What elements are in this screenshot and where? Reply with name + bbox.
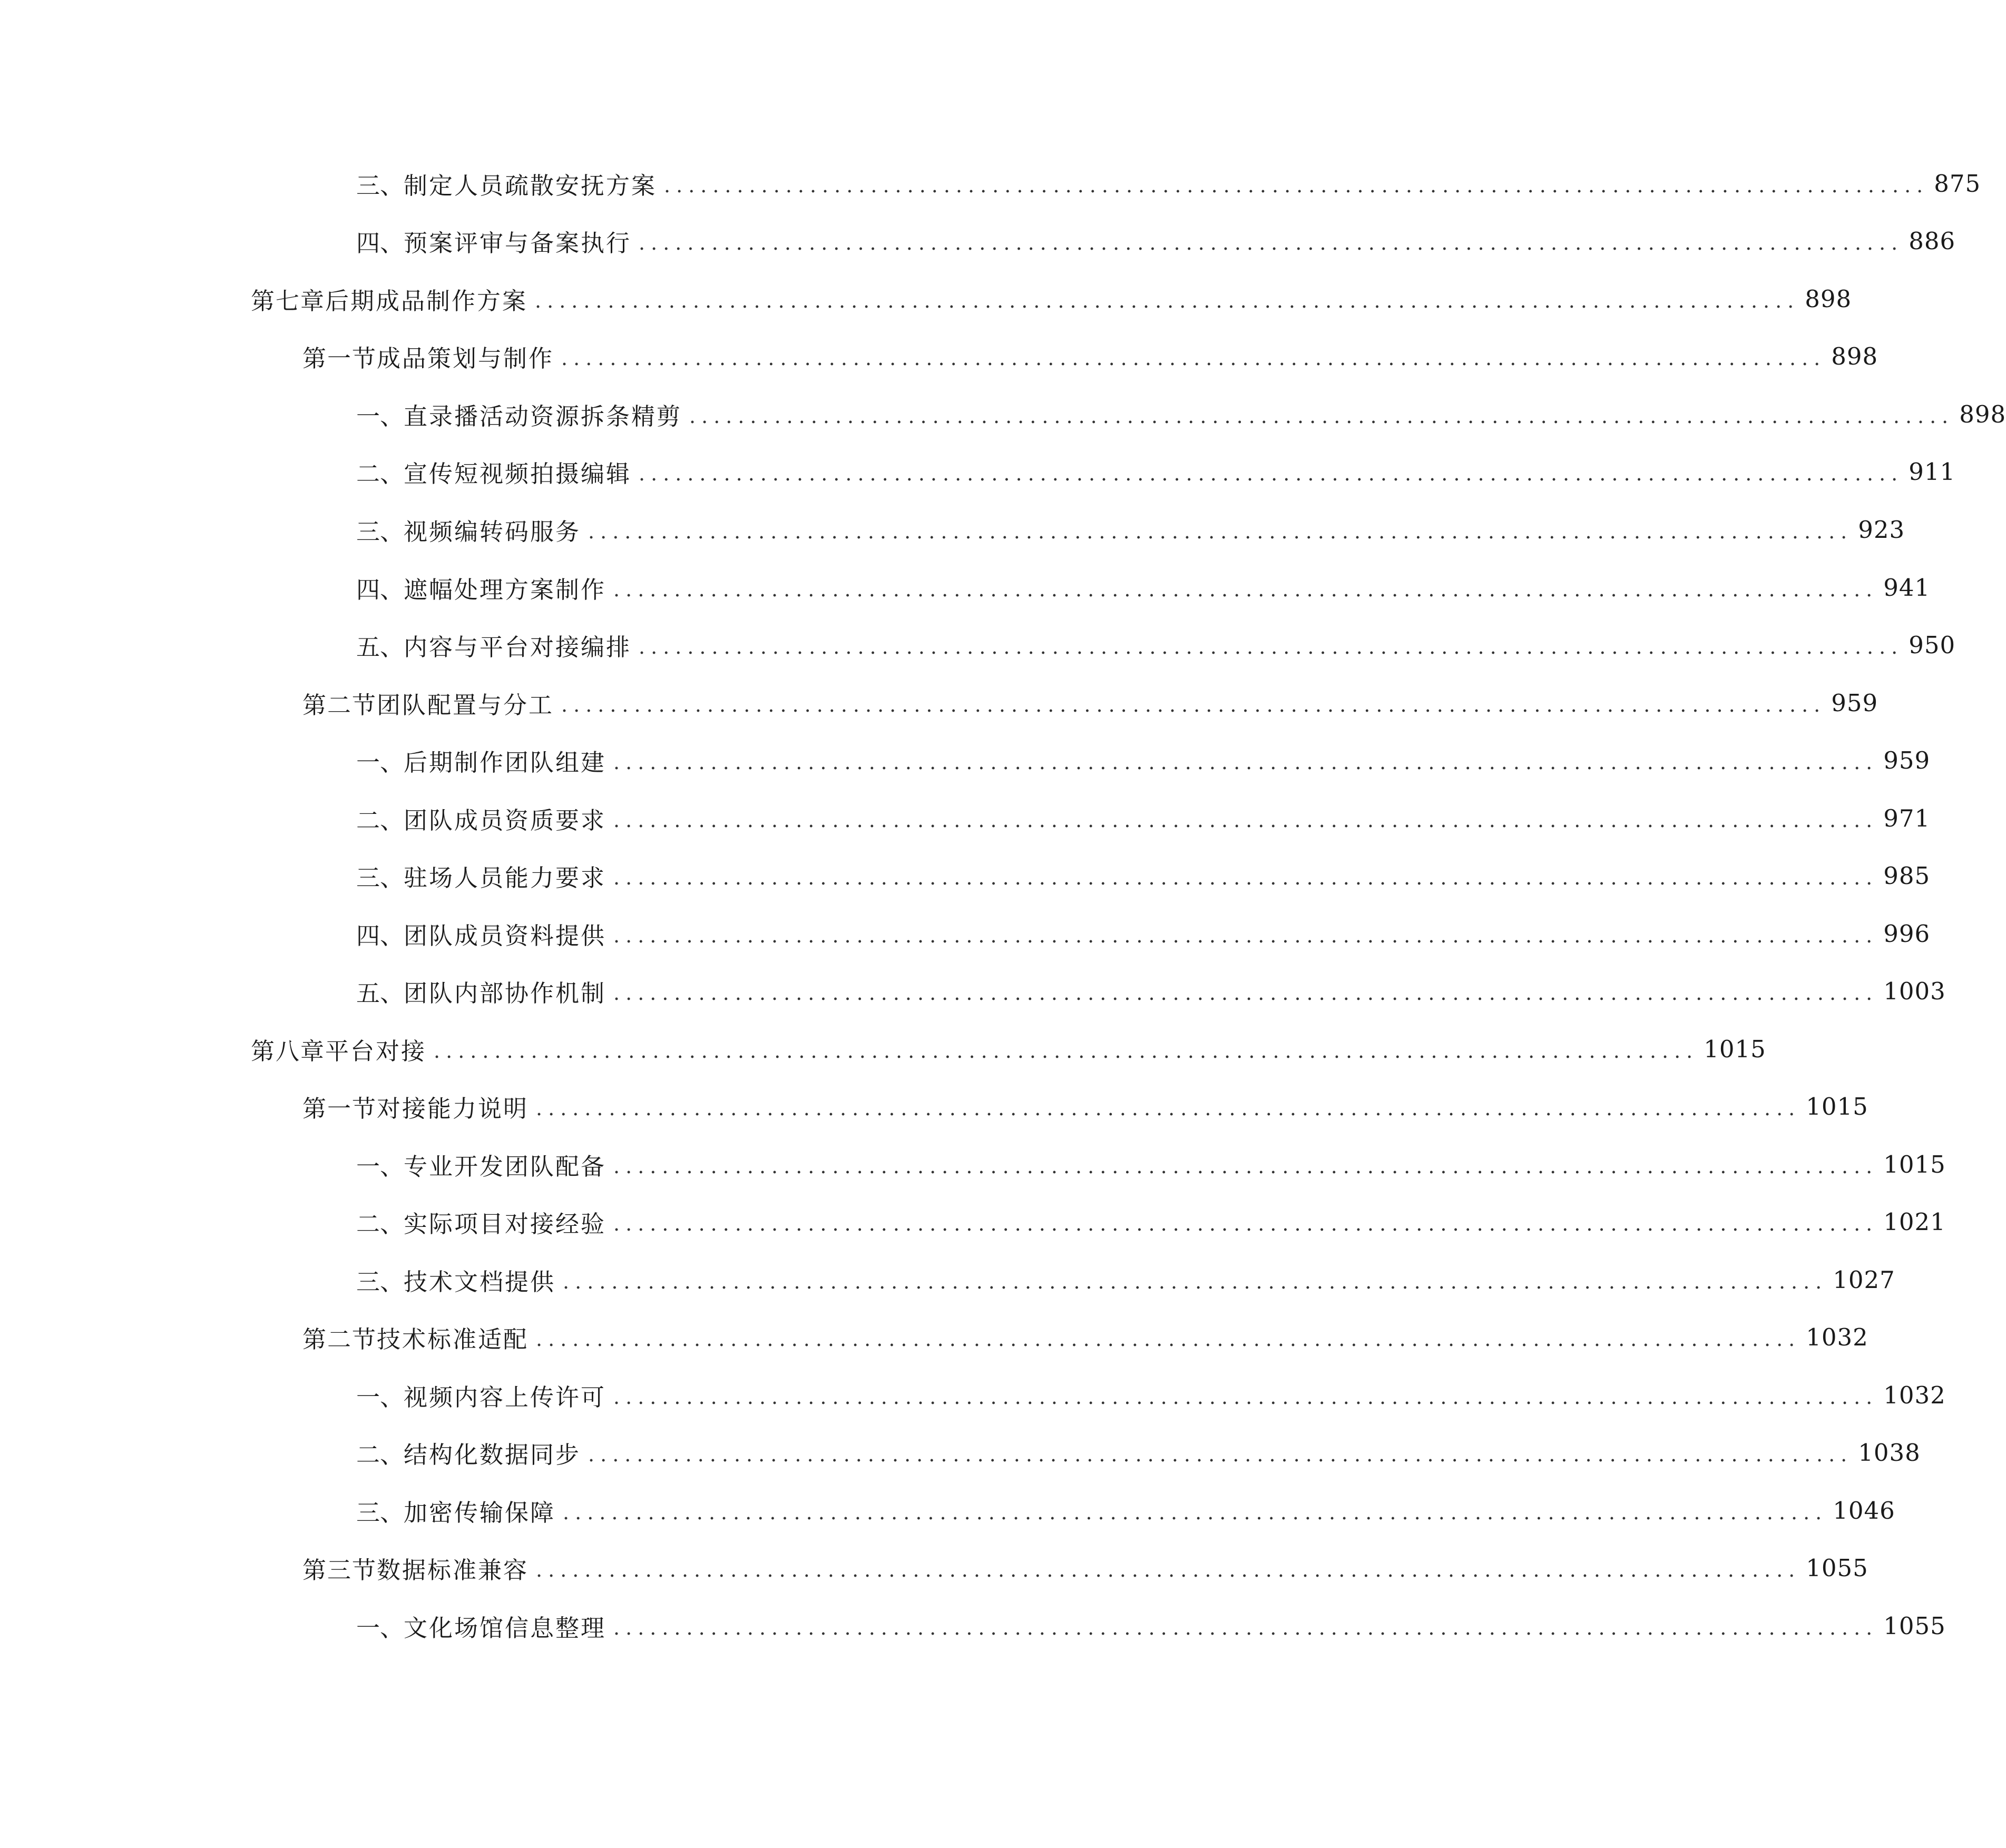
dot-leader: ........................................................................................................ <box>613 578 1878 601</box>
dot-leader: ........................................................................................................ <box>563 1501 1828 1524</box>
dot-leader: ........................................................................................................ <box>535 289 1800 312</box>
dot-leader: ........................................................................................................ <box>563 1270 1828 1293</box>
entry-number: 第一节 <box>302 344 377 372</box>
entry-title: 制定人员疏散安抚方案 <box>404 171 657 200</box>
toc-entry[interactable] <box>0 569 1931 606</box>
page-number: 941 <box>1883 573 1931 602</box>
toc-entry[interactable] <box>0 280 1852 317</box>
page-number: 1015 <box>1806 1092 1868 1120</box>
entry-number: 第七章 <box>251 287 326 315</box>
toc-entry[interactable] <box>0 511 1905 548</box>
dot-leader: ........................................................................................................ <box>639 231 1904 254</box>
toc-entry[interactable] <box>0 800 1931 837</box>
entry-number: 二、 <box>356 1210 404 1238</box>
toc-entry[interactable] <box>0 1088 1868 1125</box>
toc-entry[interactable] <box>0 1607 1946 1644</box>
toc-entry[interactable] <box>0 1549 1868 1586</box>
dot-leader: ........................................................................................................ <box>689 405 1954 428</box>
dot-leader: ........................................................................................................ <box>613 1616 1878 1639</box>
page-number: 1027 <box>1833 1265 1895 1294</box>
page-number: 959 <box>1831 689 1878 717</box>
entry-title: 预案评审与备案执行 <box>404 229 632 257</box>
entry-number: 一、 <box>356 1383 404 1411</box>
page-number: 875 <box>1934 169 1981 198</box>
dot-leader: ........................................................................................................ <box>613 809 1878 832</box>
entry-title: 视频编转码服务 <box>404 517 581 546</box>
toc-entry[interactable] <box>0 396 2006 432</box>
page-number: 985 <box>1883 861 1931 890</box>
dot-leader: ........................................................................................................ <box>613 866 1878 889</box>
entry-title: 驻场人员能力要求 <box>404 863 606 892</box>
page-number: 898 <box>1805 284 1852 313</box>
page-number: 959 <box>1883 746 1931 774</box>
entry-title: 结构化数据同步 <box>404 1440 581 1469</box>
page-number: 971 <box>1883 804 1931 832</box>
entry-title: 专业开发团队配备 <box>404 1152 606 1181</box>
page-number: 898 <box>1959 400 2006 428</box>
toc-entry[interactable] <box>0 1319 1868 1355</box>
page-number: 1015 <box>1704 1035 1766 1063</box>
entry-title: 团队成员资质要求 <box>404 806 606 834</box>
dot-leader: ........................................................................................................ <box>613 1155 1878 1178</box>
entry-number: 一、 <box>356 1152 404 1181</box>
dot-leader: ........................................................................................................ <box>613 751 1878 774</box>
dot-leader: ........................................................................................................ <box>613 981 1878 1005</box>
dot-leader: ........................................................................................................ <box>664 174 1929 197</box>
entry-number: 第二节 <box>302 1325 377 1353</box>
page-number: 950 <box>1909 631 1956 659</box>
entry-title: 加密传输保障 <box>404 1498 556 1527</box>
dot-leader: ........................................................................................................ <box>536 1328 1801 1351</box>
toc-entry[interactable] <box>0 626 1956 663</box>
entry-number: 二、 <box>356 459 404 488</box>
entry-number: 第八章 <box>251 1037 326 1065</box>
page-number: 1038 <box>1858 1438 1921 1467</box>
entry-number: 二、 <box>356 1440 404 1469</box>
dot-leader: ........................................................................................................ <box>561 347 1826 370</box>
entry-title: 后期成品制作方案 <box>325 287 528 315</box>
page-number: 1055 <box>1883 1611 1946 1640</box>
dot-leader: ........................................................................................................ <box>561 693 1826 716</box>
page-number: 898 <box>1831 342 1878 370</box>
page-number: 1055 <box>1806 1554 1868 1582</box>
entry-number: 三、 <box>356 171 404 200</box>
toc-entry[interactable] <box>0 1261 1895 1298</box>
page-number: 1032 <box>1883 1381 1946 1409</box>
page-number: 886 <box>1909 227 1956 255</box>
entry-title: 数据标准兼容 <box>377 1556 529 1584</box>
page-number: 1032 <box>1806 1323 1868 1351</box>
entry-title: 对接能力说明 <box>377 1094 529 1123</box>
toc-entry[interactable] <box>0 742 1931 779</box>
toc-entry[interactable] <box>0 165 1981 202</box>
dot-leader: ........................................................................................................ <box>588 1443 1853 1466</box>
entry-number: 四、 <box>356 229 404 257</box>
entry-title: 技术标准适配 <box>377 1325 529 1353</box>
entry-title: 宣传短视频拍摄编辑 <box>404 459 632 488</box>
entry-title: 遮幅处理方案制作 <box>404 575 606 604</box>
dot-leader: ........................................................................................................ <box>639 635 1904 658</box>
toc-entry[interactable] <box>0 684 1878 721</box>
toc-entry[interactable] <box>0 1377 1946 1413</box>
dot-leader: ........................................................................................................ <box>639 462 1904 485</box>
entry-number: 一、 <box>356 748 404 776</box>
entry-number: 第三节 <box>302 1556 377 1584</box>
entry-number: 三、 <box>356 1267 404 1296</box>
page-number: 911 <box>1909 457 1956 486</box>
entry-number: 三、 <box>356 863 404 892</box>
entry-number: 一、 <box>356 402 404 430</box>
entry-title: 实际项目对接经验 <box>404 1210 606 1238</box>
toc-entry[interactable] <box>0 972 1946 1009</box>
toc-entry[interactable] <box>0 1146 1946 1183</box>
entry-number: 一、 <box>356 1614 404 1642</box>
dot-leader: ........................................................................................................ <box>613 924 1878 947</box>
entry-title: 成品策划与制作 <box>377 344 554 372</box>
page-number: 996 <box>1883 919 1931 948</box>
toc-entry[interactable] <box>0 222 1956 259</box>
entry-number: 四、 <box>356 575 404 604</box>
entry-title: 技术文档提供 <box>404 1267 556 1296</box>
entry-title: 平台对接 <box>325 1037 427 1065</box>
dot-leader: ........................................................................................................ <box>536 1558 1801 1581</box>
toc-entry[interactable] <box>0 857 1931 894</box>
page-number: 923 <box>1858 515 1905 544</box>
page-number: 1021 <box>1883 1207 1946 1236</box>
entry-title: 团队内部协作机制 <box>404 979 606 1007</box>
entry-title: 文化场馆信息整理 <box>404 1614 606 1642</box>
toc-entry[interactable] <box>0 1492 1895 1529</box>
entry-number: 五、 <box>356 633 404 661</box>
toc-entry[interactable] <box>0 1203 1946 1240</box>
entry-number: 第二节 <box>302 691 377 719</box>
entry-title: 直录播活动资源拆条精剪 <box>404 402 682 430</box>
toc-entry[interactable] <box>0 1030 1766 1067</box>
entry-number: 四、 <box>356 921 404 950</box>
entry-title: 视频内容上传许可 <box>404 1383 606 1411</box>
toc-entry[interactable] <box>0 338 1878 375</box>
toc-entry[interactable] <box>0 453 1956 490</box>
entry-title: 内容与平台对接编排 <box>404 633 632 661</box>
entry-title: 团队成员资料提供 <box>404 921 606 950</box>
entry-title: 后期制作团队组建 <box>404 748 606 776</box>
page-number: 1015 <box>1883 1150 1946 1178</box>
toc-entry[interactable] <box>0 915 1931 952</box>
dot-leader: ........................................................................................................ <box>613 1212 1878 1235</box>
entry-number: 三、 <box>356 1498 404 1527</box>
dot-leader: ........................................................................................................ <box>434 1039 1699 1063</box>
entry-number: 第一节 <box>302 1094 377 1123</box>
toc-entry[interactable] <box>0 1434 1921 1471</box>
page-number: 1046 <box>1833 1496 1895 1525</box>
entry-number: 五、 <box>356 979 404 1007</box>
dot-leader: ........................................................................................................ <box>588 520 1853 543</box>
entry-number: 三、 <box>356 517 404 546</box>
dot-leader: ........................................................................................................ <box>536 1097 1801 1120</box>
page-number: 1003 <box>1883 977 1946 1005</box>
entry-number: 二、 <box>356 806 404 834</box>
entry-title: 团队配置与分工 <box>377 691 554 719</box>
dot-leader: ........................................................................................................ <box>613 1385 1878 1409</box>
